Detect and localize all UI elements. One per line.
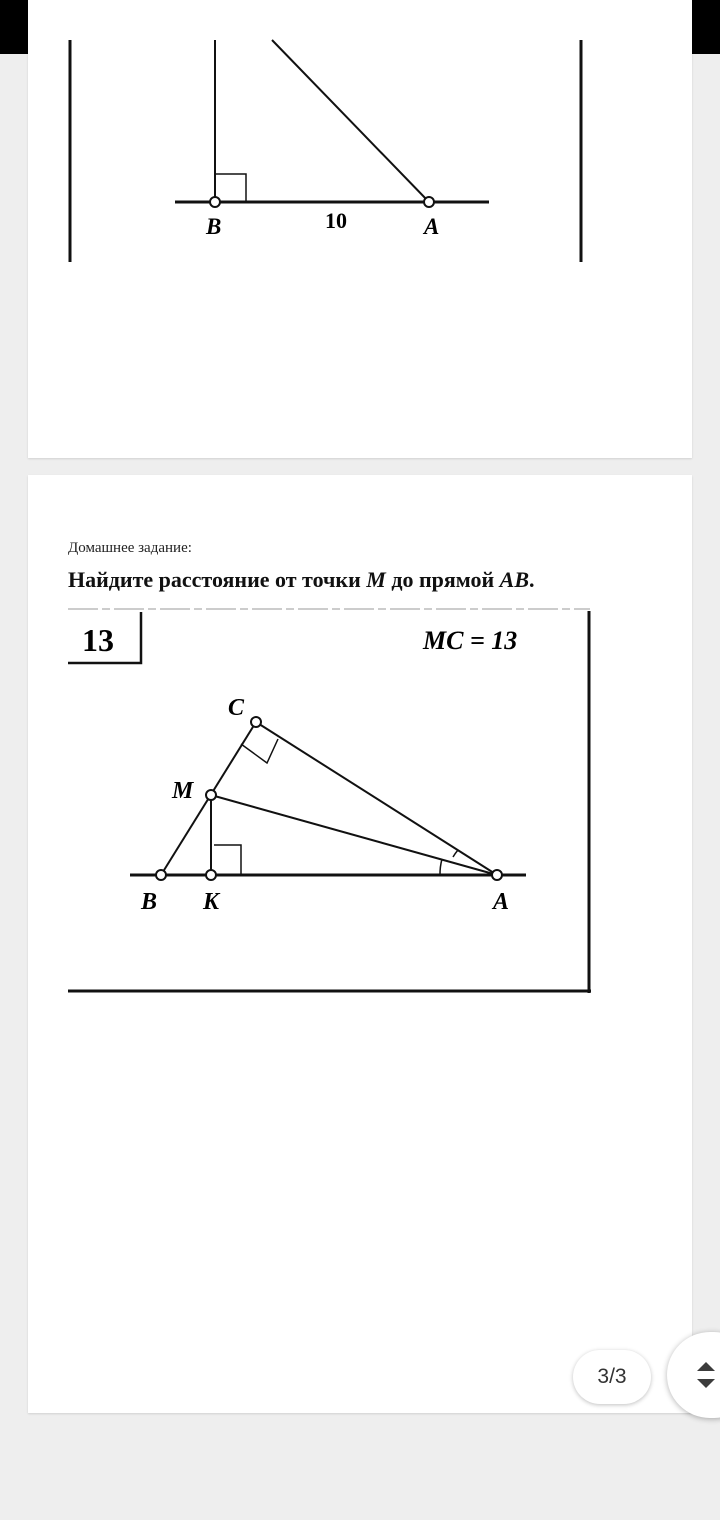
- segment-hypotenuse: [272, 40, 429, 202]
- point-m-marker: [206, 790, 216, 800]
- problem-text-prefix: Найдите расстояние от точки: [68, 567, 367, 592]
- pdf-page-2: [28, 0, 692, 458]
- point-a-marker: [492, 870, 502, 880]
- segment-ca: [256, 722, 497, 875]
- point-k-marker: [206, 870, 216, 880]
- problem-text-end: .: [529, 567, 535, 592]
- up-down-arrows-icon: [687, 1355, 720, 1395]
- homework-title: Домашнее задание:: [68, 540, 192, 556]
- point-b-marker: [156, 870, 166, 880]
- label-point-c: C: [228, 695, 245, 721]
- point-b-marker: [210, 197, 220, 207]
- label-point-m: M: [172, 778, 194, 804]
- angle-arc-upper: [453, 850, 458, 857]
- segment-ma: [211, 795, 497, 875]
- problem-statement: [68, 567, 535, 593]
- label-point-a: A: [493, 889, 510, 915]
- label-point-k: K: [203, 889, 220, 915]
- problem-line: AB: [499, 567, 530, 592]
- point-a-marker: [424, 197, 434, 207]
- label-point-b: B: [206, 214, 222, 239]
- label-point-b: B: [141, 889, 158, 915]
- right-angle-k: [214, 845, 241, 875]
- page-counter: 3/3: [573, 1350, 651, 1404]
- right-angle-mark: [215, 174, 246, 202]
- top-geometry-figure: [28, 0, 692, 458]
- figure-13: [28, 595, 692, 1135]
- angle-arc-lower: [440, 859, 442, 875]
- problem-point: M: [366, 567, 386, 592]
- right-angle-c: [241, 739, 278, 763]
- problem-number: 13: [82, 622, 114, 658]
- label-side-length: 10: [325, 208, 347, 233]
- problem-text-mid: до прямой: [385, 567, 500, 592]
- point-c-marker: [251, 717, 261, 727]
- label-point-a: A: [424, 214, 440, 239]
- given-value: MC = 13: [423, 626, 518, 655]
- pdf-page-3: [28, 475, 692, 1413]
